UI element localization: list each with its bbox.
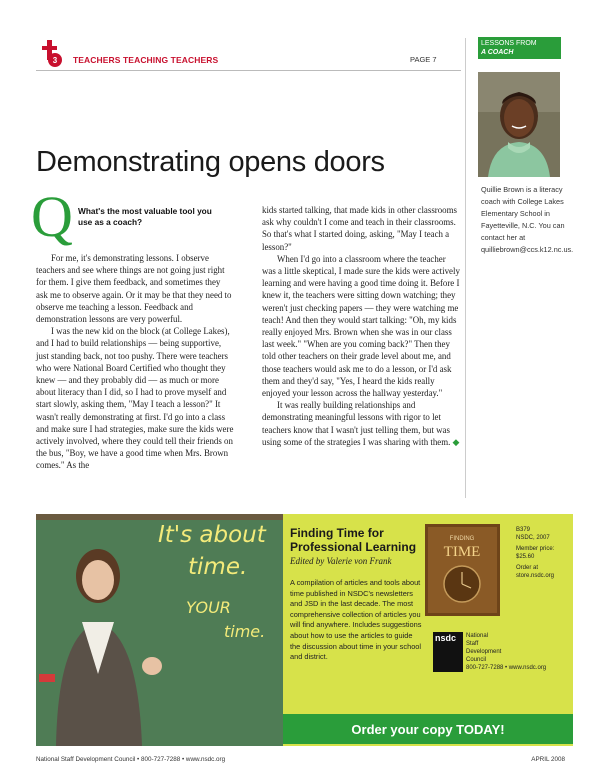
nsdc-name-line: Council (466, 657, 487, 663)
paragraph-continued: kids started talking, that made kids in other classrooms ask why couldn't I come and teach in their classrooms. So that's what I started doing, asking, "May I teach a lesson?" (262, 205, 457, 252)
ad-editor: Edited by Valerie von Frank (290, 556, 392, 566)
order-button[interactable]: Order your copy TODAY! (283, 714, 573, 744)
end-mark-icon: ◆ (452, 436, 460, 447)
logo-number: 3 (52, 56, 58, 65)
book-cover-top: FINDING (449, 536, 475, 542)
order-site-link[interactable]: store.nsdc.org (516, 573, 555, 579)
lessons-tag (478, 37, 561, 59)
book-cover (425, 524, 500, 616)
series-title: TEACHERS TEACHING TEACHERS (73, 55, 219, 65)
nsdc-phone-web: 800-727-7288 • www.nsdc.org (466, 665, 547, 671)
order-label: Order at (516, 565, 539, 571)
book-year: NSDC, 2007 (516, 535, 550, 541)
nsdc-contact (466, 632, 556, 672)
question-text: What's the most valuable tool you use as a coach? (78, 206, 212, 227)
coach-photo (478, 72, 560, 177)
book-code: B379 (516, 527, 531, 533)
nsdc-name-line: National (466, 633, 489, 639)
chalk-text-2: time. (188, 554, 248, 580)
ad-title (290, 526, 416, 554)
nsdc-name-line: Staff (466, 641, 479, 647)
ad-title-line2: Professional Learning (290, 540, 417, 554)
sidebar-divider (465, 38, 466, 498)
paragraph: When I'd go into a classroom where the teacher was a little skeptical, I made sure the kids were actively learning and were having a good time doing it. Before I knew it, the teachers were sitting down watching; they weren't just checking papers — they were watching me teach! And then they would start talking: "Oh, my kids really enjoyed Mrs. Brown when she was in our class last week." "When are you coming back?" Then they told other teachers on their grade level about me, and those teachers would ask me to do a lesson, or I'd ask them and they'd say, "Yes, I heard the kids really enjoyed your lesson across the hallway yesterday." (262, 253, 460, 399)
ad-title-line1: Finding Time for (290, 526, 384, 540)
article-column-1 (36, 252, 234, 472)
nsdc-name-line: Development (466, 649, 502, 655)
page-number: PAGE 7 (410, 55, 437, 64)
chalk-text-1: It's about (158, 522, 266, 548)
chalk-text-4: time. (224, 622, 266, 641)
article-column-2 (262, 204, 460, 448)
paragraph: For me, it's demonstrating lessons. I observe teachers and see where things are not going just right for them. I give them feedback, and sometimes they ask me to observe again. Or it may be that they need to observe me teaching a lesson. Feedback and demonstration lessons are very powerful. (36, 253, 232, 325)
footer-date: APRIL 2008 (531, 756, 565, 763)
book-info (516, 526, 572, 580)
book-cover-title: TIME (443, 544, 481, 560)
header-divider (36, 70, 461, 71)
paragraph: I was the new kid on the block (at College Lakes), and I had to build relationships — being supportive, just standing back, not too pushy. There were teachers who were National Board Certified who thought they knew — and they probably did — as much or more about literacy than I did, so I had to prove myself and start slowly, asking them, "May I teach a lesson?" It wasn't really demonstrating at first. I'd go into a class and make sure I had strategies, make sure the kids were actively involved, where they could tell their friends on the bus, "Boy, we have a good time when Mrs. Brown comes." As the (36, 326, 234, 471)
price-value: $25.60 (516, 554, 535, 560)
coach-bio: Quillie Brown is a literacy coach with College Lakes Elementary School in Fayetteville, N.C. You can contact her at quilliebrown@ccs.k12.nc.us. (481, 185, 574, 254)
footer-contact: National Staff Development Council • 800-727-7288 • www.nsdc.org (36, 756, 226, 763)
question-initial: Q (31, 184, 73, 249)
lessons-tag-line1: LESSONS FROM (481, 40, 537, 47)
paragraph (262, 399, 460, 448)
nsdc-logo: nsdc (433, 632, 463, 672)
series-logo (38, 38, 66, 68)
ad-description: A compilation of articles and tools about time published in NSDC's newsletters and JSD in the last decade. The most comprehensive collection of articles you will find anywhere. Includes suggestions about how to use the articles to guide the discussion about time in your school and district. (290, 578, 422, 662)
lessons-tag-line2: A COACH (481, 49, 514, 56)
article-headline: Demonstrating opens doors (36, 146, 385, 178)
paragraph-text: It was really building relationships and demonstrating meaningful lessons with rigor to let teachers know that I wasn't just telling them, but was using some of the strategies I was sharing with them. (262, 400, 451, 447)
price-label: Member price: (516, 546, 555, 552)
chalk-text-3: YOUR (186, 598, 231, 617)
